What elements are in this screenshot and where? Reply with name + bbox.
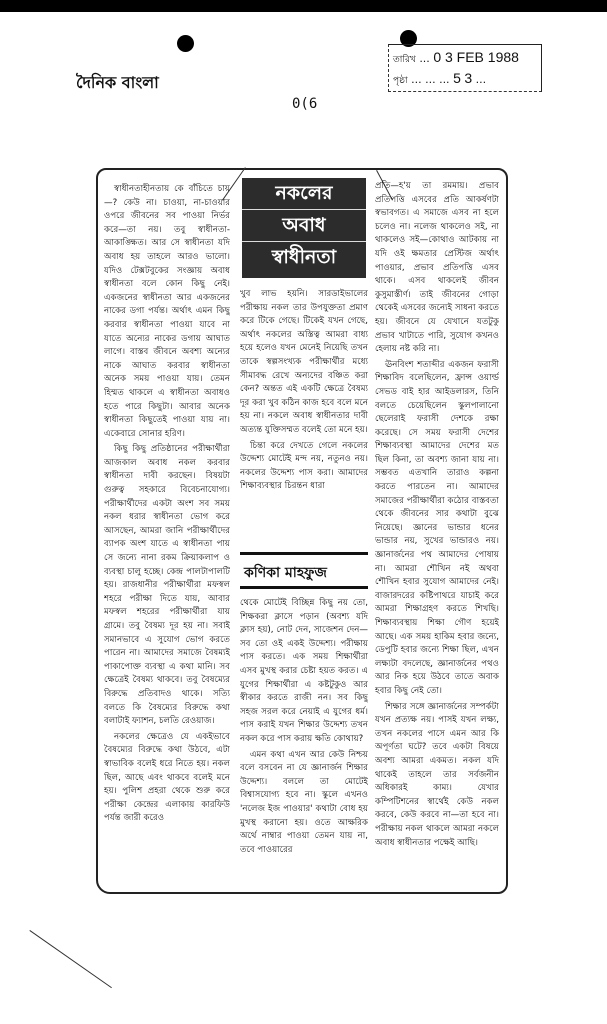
scan-mark-line <box>29 930 111 988</box>
paragraph: খুব লাভ হয়নি। সারডাইভালের পরীক্ষায় নকল তার উপযুক্ততা প্রমাণ করে টিকে গেছে। টিকেই যখন গেছে, অর্থাৎ নকলের অস্তিত্ব আমরা বাধ্য হয়ে হলেও যখন মেনেই নিয়েছি তখন তাকে স্বল্পসংখ্যক পরীক্ষার্থীর মধ্যে সীমাবদ্ধ রেখে অন্যদের বঞ্চিত করা কেন? অন্তত এই একটি ক্ষেত্রে বৈষম্য দূর করা খুব কঠিন কাজ হবে বলে মনে হয় না। নকলে অবাধ স্বাধীনতার দাবী অত্যন্ত যুক্তিসম্মত বলেই তো মনে হয়। <box>240 289 368 435</box>
scan-top-edge <box>0 0 607 12</box>
folio-number: 0(6 <box>292 96 318 112</box>
paragraph: প্রতি—হ'য় তা রমমায়। প্রভাব প্রতিপত্তি এসবের প্রতি আকর্ষণটা স্বভাবগত। এ সমাজে এসব না হলে চলেও না। নলেজ থাকলেও সই, না থাকলেও সই—কোথাও আটকায় না যদি ওই ক্ষমতার প্রেস্টিজ অর্থাৎ পাওয়ার, প্রভাব প্রতিপত্তি এসব থাকে। এসব থাকলেই জীবন কুসুমাস্তীর্ণ। তাই জীবনের গোড়া থেকেই এসবের জন্যেই সাধনা করতে হয়। জীবনে যে যেখানে যতটুকু প্রভাব খাটাতে পারি, সুযোগ কখনও হেলায় নষ্ট করি না। <box>375 181 499 355</box>
article-column-1 <box>104 183 230 885</box>
headline-line: অবাধ <box>242 210 366 242</box>
byline-rule <box>240 586 368 589</box>
paragraph: থেকে মোটেই বিচ্ছিন্ন কিছু নয় তো, শিক্ষকরা ক্লাসে পড়ান (অবশ্য যদি ক্লাস হয়), নোট দেন, সাজেশন দেন—সব তো ওই একই উদ্দেশ্য। পরীক্ষায় পাস করতে। এক সময় শিক্ষার্থীরা এসব মুখস্থ করার চেষ্টা হয়ত করত। এ যুগের শিক্ষার্থীরা এ কষ্টটুকুও আর স্বীকার করতে রাজী নন। সব কিছু সহজ সরল করে নেয়াই এ যুগের ধর্ম। পাস করাই যখন শিক্ষার উদ্দেশ্য তখন নকল করে পাস করায় ক্ষতি কোথায়? <box>240 598 368 744</box>
paragraph: ঊনবিংশ শতাব্দীর একজন ফরাসী শিক্ষাবিদ বলেছিলেন, ফ্রান্স ওয়ার্ল্ড সেভড বাই হার আইডলারস, তিনি বলতে চেয়েছিলেন স্কুলপালানো ছেলেরাই ফরাসী দেশকে রক্ষা করেছে। সে সময় ফরাসী দেশের শিক্ষাব্যবস্থা আমাদের দেশের মত ছিল কিনা, তা অবশ্য জানা যায় না। সম্ভবত এতখানি তারাও কল্পনা করতে পারতেন না। আমাদের সমাজের পরীক্ষার্থীরা কঠোর বাস্তবতা থেকে জীবনের সার কথাটা বুঝে নিয়েছে। জ্ঞানের ভান্ডার ধনের ভান্ডার নয়, সুখের ভান্ডারও নয়। জ্ঞানার্জনের পথ আমাদের পোষায় না। আমরা শৌখিন নই অথবা শৌখিন হবার সুযোগ আমাদের নেই। বাজারদরের কষ্টিপাথরে যাচাই করে আমরা শিক্ষাগ্রহণ করতে শিখছি। শিক্ষাব্যবস্থায় শিক্ষা গৌণ হয়েই আছে। এক সময় হাকিম হবার জন্যে, ডেপুটি হবার জন্যে শিক্ষা ছিল, এখন লক্ষ্যটা বদলেছে, জ্ঞানার্জনের পথও আর নিক হয়ে উঠবে তাতে অবাক হবার কিছু নেই তো। <box>375 359 499 696</box>
column-value: 3 <box>464 70 473 86</box>
paragraph: চিন্তা করে দেখতে গেলে নকলের উদ্দেশ্য মোটেই মন্দ নয়, নতুনও নয়। নকলের উদ্দেশ্য পাস করা। আমাদের শিক্ষাব্যবস্থার চিরন্তন ধারা <box>240 440 368 492</box>
paragraph: শিক্ষার সঙ্গে জ্ঞানার্জনের সম্পর্কটা যখন প্রত্যক্ষ নয়। পাসই যখন লক্ষ্য, তখন নকলের পাসে এমন আর কি অপূর্ণতা ঘটে? তবে একটা বিষয়ে অবশ্য আমরা একমত। নকল যদি থাকেই তাহলে তার সর্বজনীন অধিকারই কাম্য। যেখার কম্পিটিশনের স্বার্থেই কেউ নকল করবে, কেউ করবে না—তা হবে না। পরীক্ষায় নকল থাকলে আমরা নকলে অবাধ স্বাধীনতার পক্ষেই আছি। <box>375 701 499 848</box>
paragraph: নকলের ক্ষেত্রেও যে একইভাবে বৈষম্যের বিরুদ্ধে কথা উঠবে, এটা স্বাভাবিক বলেই ধরে নিতে হয়। নকল ছিল, আছে এবং থাকবে বলেই মনে হয়। পুলিশ প্রহরা থেকে শুরু করে পরীক্ষা কেন্দ্রের এলাকায় কারফিউ পর্যন্ত জারী করেও <box>104 731 230 824</box>
newspaper-name: দৈনিক বাংলা <box>76 73 159 92</box>
page-label: পৃষ্ঠা <box>393 76 408 86</box>
article-headline <box>242 178 366 278</box>
article-column-3 <box>375 180 499 880</box>
headline-line: নকলের <box>242 178 366 210</box>
punch-hole <box>177 35 194 52</box>
date-label: তারিখ <box>393 55 416 65</box>
headline-line: স্বাধীনতা <box>271 246 337 268</box>
article-column-2 <box>240 288 368 546</box>
paragraph: কিছু কিছু প্রতিষ্ঠানের পরীক্ষার্থীরা আজকাল অবাধ নকল করবার স্বাধীনতা দাবী করছেন। বিষয়টা গুরুত্ব সহকারে বিবেচনাযোগ্য। পরীক্ষার্থীদের একটা অংশ সব সময় নকল ধরার স্বাধীনতা ভোগ করে আসছেন, আমরা জানি পরীক্ষার্থীদের ব্যাপক অংশ যাতে এ স্বাধীনতা পায় সে জন্যে নানা রকম ক্রিয়াকলাপ ও ব্যবস্থা চালু হচ্ছে। কেন্দ্র পালটাপালটি হয়। রাজধানীর পরীক্ষার্থীরা মফস্বল শহরে পরীক্ষা দিতে যায়, আবার মফস্বল শহরের পরীক্ষার্থীরা যায় গ্রামে। তবু বৈষম্য দূর হয় না। সবাই সমানভাবে এ সুযোগ ভোগ করতে পারেন না। আমাদের সমাজে বৈষম্যই পাকাপোক্ত ব্যবস্থা এ কথা মানি। সব ক্ষেত্রেই বৈষম্য থাকবে। তবু বৈষম্যের বিরুদ্ধে প্রতিবাদও থাকে। সত্যি বলতে কি বৈষম্যের বিরুদ্ধে কথা বলাটাই ফ্যাশন, চলতি রেওয়াজ। <box>104 444 230 727</box>
byline-rule <box>240 552 368 555</box>
page-value: 5 <box>453 70 461 86</box>
article-column-2-continued <box>240 597 368 887</box>
author-byline: কণিকা মাহফুজ <box>244 565 327 581</box>
date-value: 0 3 FEB 1988 <box>433 49 519 65</box>
paragraph: স্বাধীনতাহীনতায় কে বাঁচিতে চায়—? কেউ না। চাওয়া, না-চাওয়ার ওপরে জীবনের সব পাওয়া নির্ভর করে—তা নয়। তবু স্বাধীনতা-আকাঙ্ক্ষিত। আর সে স্বাধীনতা যদি অবাধ হয় তাহলে আরও ভালো। যদিও টেক্সটবুকের সংজ্ঞায় অবাধ স্বাধীনতা বলে কোন কিছু নেই। একজনের স্বাধীনতা আর একজনের নাকের ডগা পর্যন্ত। অর্থাৎ এমন কিছু করবার স্বাধীনতা পাওয়া যাবে না যাতে অন্যের নাকের ডগায় আঘাত লাগে। বাস্তব জীবনে অবশ্য অন্যের নাকে আঘাত করবার স্বাধীনতা অনেক সময় পাওয়া যায়। তেমন হিম্মত থাকলে এ স্বাধীনতা অবাধও হতে পারে কিছুটা। আবার অনেক স্বাধীনতা কিছুতেই পাওয়া যায় না। একেবারে সোনার হরিণ। <box>104 184 230 439</box>
paragraph: এমন কথা এখন আর কেউ নিশ্চয় বলে বসবেন না যে জ্ঞানার্জন শিক্ষার উদ্দেশ্য। বললে তা মোটেই বিশ্বাসযোগ্য হবে না। স্কুলে এখনও 'নলেজ ইজ পাওয়ার' কথাটা বোধ হয় মুখস্থ করানো হয়। ওতে আক্ষরিক অর্থে নাম্বার পাওয়া তেমন যায় না, তবে পাওয়ারের <box>240 749 368 855</box>
date-stamp: তারিখ ... 0 3 FEB 1988 পৃষ্ঠা ... ... ... 5 3 ... <box>388 44 542 92</box>
